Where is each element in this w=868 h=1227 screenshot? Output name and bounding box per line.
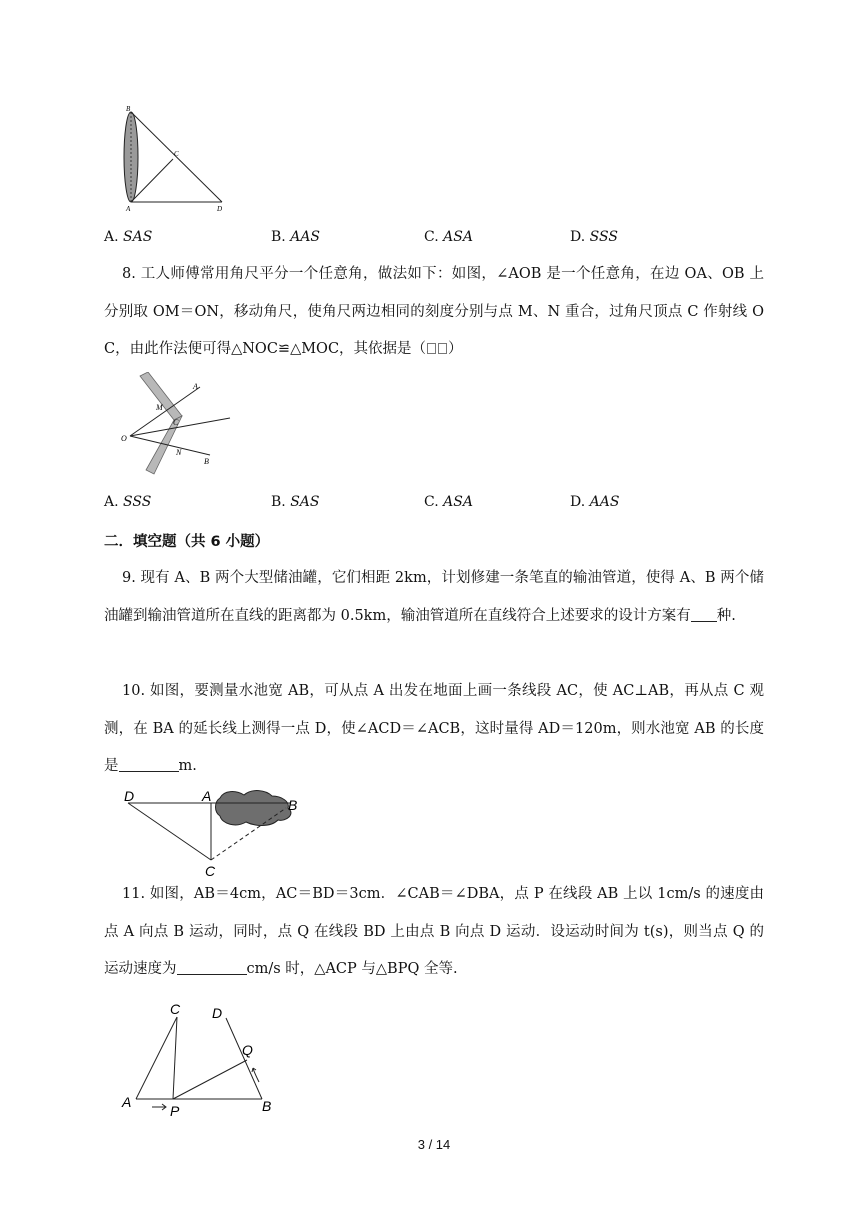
q8-option-b[interactable]: B. SAS bbox=[271, 494, 320, 510]
page-number: 3 / 14 bbox=[417, 1137, 451, 1152]
q10-figure bbox=[120, 782, 306, 878]
q9-question bbox=[104, 560, 764, 635]
answer-box[interactable] bbox=[438, 343, 447, 354]
q8-number: 8. bbox=[122, 266, 141, 282]
q9-text: 现有 A、B 两个大型储油罐，它们相距 2km，计划修建一条笔直的输油管道，使得 A、B 两个储油罐到输油管道所在直线的距离都为 0.5km，输油管道所在直线符合上述要求的设计方案有 bbox=[104, 570, 764, 624]
q11-text-end: cm/s 时，△ACP 与△BPQ 全等. bbox=[246, 961, 458, 977]
q7-label-d: D bbox=[217, 205, 223, 213]
q8-option-d[interactable]: D. AAS bbox=[570, 494, 620, 510]
q8-label-m: M bbox=[156, 403, 163, 412]
answer-blank[interactable] bbox=[119, 756, 179, 772]
q11-label-q: Q bbox=[242, 1042, 253, 1058]
q10-label-a: A bbox=[202, 788, 212, 804]
q10-number: 10. bbox=[122, 683, 150, 699]
q7-option-b[interactable]: B. AAS bbox=[271, 229, 321, 245]
q10-question bbox=[104, 673, 764, 786]
q7-figure bbox=[118, 104, 236, 214]
q8-label-a: A bbox=[193, 382, 198, 391]
section-heading: 二．填空题（共 6 小题） bbox=[104, 534, 270, 550]
q9-text-end: 种. bbox=[716, 607, 736, 624]
q8-option-c[interactable]: C. ASA bbox=[424, 494, 473, 510]
q10-text: 如图，要测量水池宽 AB，可从点 A 出发在地面上画一条线段 AC，使 AC⊥AB，再从点 C 观测，在 BA 的延长线上测得一点 D，使∠ACD＝∠ACB，这时量得 AD＝120m，则水池宽 AB 的长度是 bbox=[104, 683, 765, 774]
q11-label-b: B bbox=[262, 1098, 272, 1114]
q11-diagram bbox=[116, 998, 286, 1120]
q7-option-a[interactable]: A. SAS bbox=[104, 229, 153, 245]
q7-label-b: B bbox=[126, 105, 131, 113]
q8-options bbox=[104, 494, 804, 514]
q11-label-c: C bbox=[170, 1001, 181, 1017]
q8-text: 工人师傅常用角尺平分一个任意角，做法如下：如图，∠AOB 是一个任意角，在边 OA、OB 上分别取 OM＝ON，移动角尺，使角尺两边相同的刻度分别与点 M、N 重合，过角尺顶点 C 作射线 OC，由此作法便可得△NOC≌△MOC，其依据是（ bbox=[104, 266, 764, 357]
q11-label-p: P bbox=[170, 1103, 180, 1119]
q11-text: 如图，AB＝4cm，AC＝BD＝3cm．∠CAB＝∠DBA，点 P 在线段 AB 上以 1cm/s 的速度由点 A 向点 B 运动，同时，点 Q 在线段 BD 上由点 B 向点 D 运动．设运动时间为 t(s)，则当点 Q 的运动速度为 bbox=[104, 886, 764, 977]
q7-option-d[interactable]: D. SSS bbox=[570, 229, 618, 245]
q7-label-a: A bbox=[126, 205, 131, 213]
q8-question bbox=[104, 256, 764, 369]
q7-label-c: C bbox=[174, 150, 179, 158]
q7-diagram bbox=[118, 104, 236, 214]
q10-diagram bbox=[120, 782, 306, 878]
q11-label-d: D bbox=[212, 1005, 223, 1021]
q8-diagram bbox=[118, 372, 238, 478]
q9-number: 9. bbox=[122, 570, 141, 586]
answer-blank[interactable] bbox=[691, 606, 717, 622]
q11-number: 11. bbox=[122, 886, 150, 902]
q8-option-a[interactable]: A. SSS bbox=[104, 494, 152, 510]
q8-text-end: ） bbox=[448, 341, 463, 357]
answer-blank[interactable] bbox=[177, 959, 247, 975]
answer-box[interactable] bbox=[427, 343, 436, 354]
q10-label-d: D bbox=[124, 788, 135, 804]
q8-label-n: N bbox=[176, 448, 182, 457]
q8-label-b: B bbox=[204, 457, 209, 466]
q7-option-c[interactable]: C. ASA bbox=[424, 229, 473, 245]
q8-label-o: O bbox=[121, 434, 127, 443]
q7-options bbox=[104, 229, 804, 249]
q10-text-end: m. bbox=[178, 758, 197, 774]
q11-label-a: A bbox=[122, 1094, 132, 1110]
q10-label-c: C bbox=[205, 863, 216, 878]
q10-label-b: B bbox=[288, 797, 298, 813]
q8-label-c: C bbox=[173, 418, 179, 427]
q8-figure bbox=[118, 372, 238, 478]
q11-question bbox=[104, 876, 764, 989]
q11-figure bbox=[116, 998, 286, 1120]
